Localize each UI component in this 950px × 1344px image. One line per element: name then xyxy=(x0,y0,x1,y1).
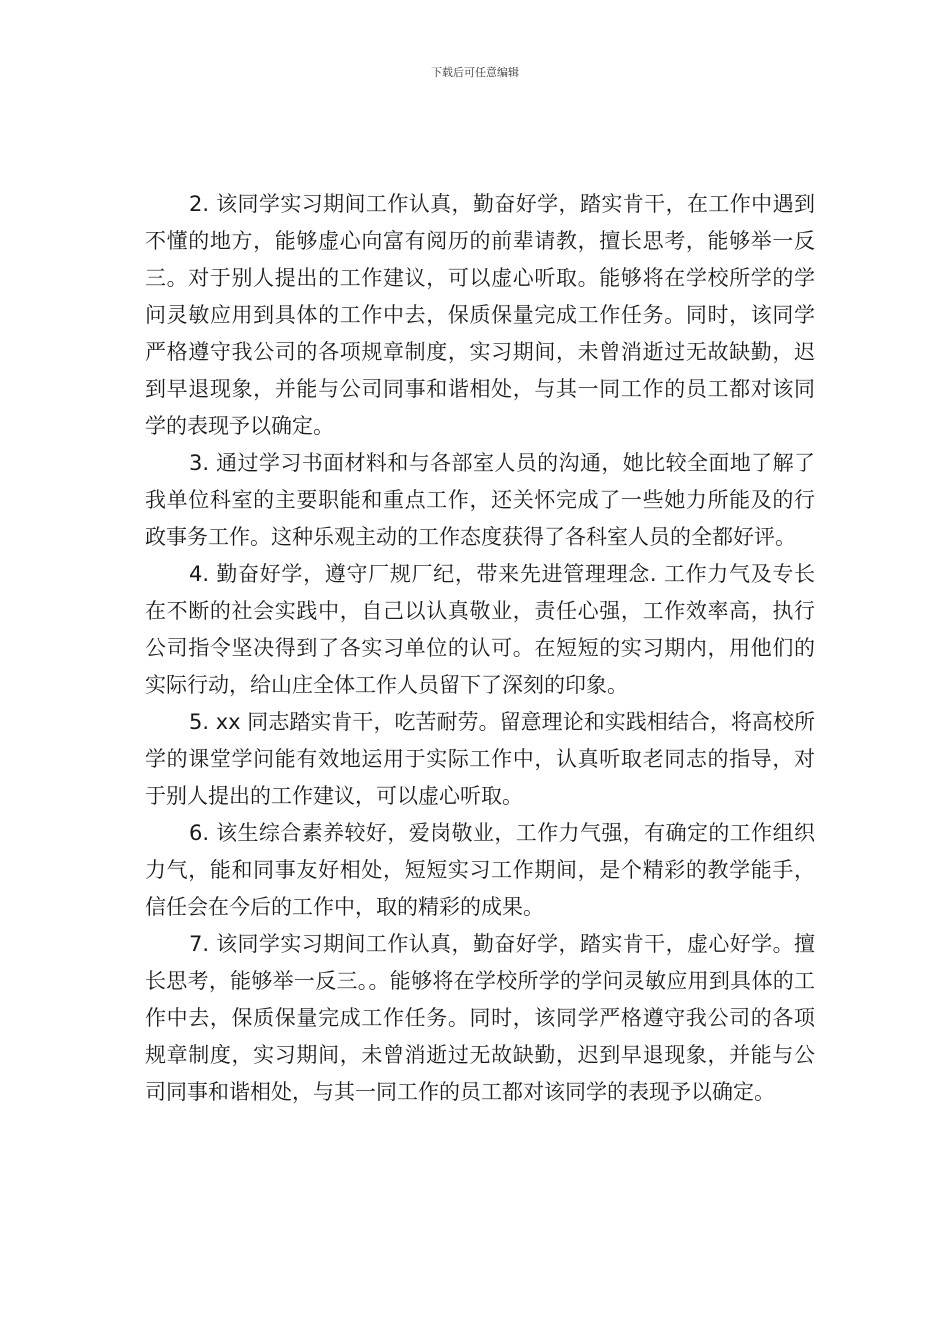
paragraph-item-6: 6. 该生综合素养较好，爱岗敬业，工作力气强，有确定的工作组织力气，能和同事友好相处，短短实习工作期间，是个精彩的教学能手，信任会在今后的工作中，取的精彩的成果。 xyxy=(145,821,815,919)
paragraph-item-4: 4. 勤奋好学，遵守厂规厂纪，带来先进管理理念. 工作力气及专长 在不断的社会实践中，自己以认真敬业，责任心强，工作效率高，执行公司指令坚决得到了各实习单位的认可。在短短的实习期内，用他们的实际行动，给山庄全体工作人员留下了深刻的印象。 xyxy=(145,562,815,697)
paragraph-item-7: 7. 该同学实习期间工作认真，勤奋好学，踏实肯干，虚心好学。擅长思考，能够举一反三。。能够将在学校所学的学问灵敏应用到具体的工作中去，保质保量完成工作任务。同时，该同学严格遵守我公司的各项规章制度，实习期间，未曾消逝过无故缺勤，迟到早退现象，并能与公司同事和谐相处，与其一同工作的员工都对该同学的表现予以确定。 xyxy=(145,932,815,1104)
paragraph-item-2: 2. 该同学实习期间工作认真，勤奋好学，踏实肯干，在工作中遇到不懂的地方，能够虚心向富有阅历的前辈请教，擅长思考，能够举一反三。对于别人提出的工作建议，可以虚心听取。能够将在学校所学的学问灵敏应用到具体的工作中去，保质保量完成工作任务。同时，该同学严格遵守我公司的各项规章制度，实习期间，未曾消逝过无故缺勤，迟到早退现象，并能与公司同事和谐相处，与其一同工作的员工都对该同学的表现予以确定。 xyxy=(145,192,815,438)
paragraph-item-5: 5. xx 同志踏实肯干，吃苦耐劳。留意理论和实践相结合，将高校所学的课堂学问能有效地运用于实际工作中，认真听取老同志的指导，对于别人提出的工作建议，可以虚心听取。 xyxy=(145,710,815,808)
page-header-note: 下载后可任意编辑 xyxy=(431,66,519,79)
document-body xyxy=(145,186,815,1111)
paragraph-item-3: 3. 通过学习书面材料和与各部室人员的沟通，她比较全面地了解了我单位科室的主要职能和重点工作，还关怀完成了一些她力所能及的行政事务工作。这种乐观主动的工作态度获得了各科室人员的全都好评。 xyxy=(145,451,815,549)
